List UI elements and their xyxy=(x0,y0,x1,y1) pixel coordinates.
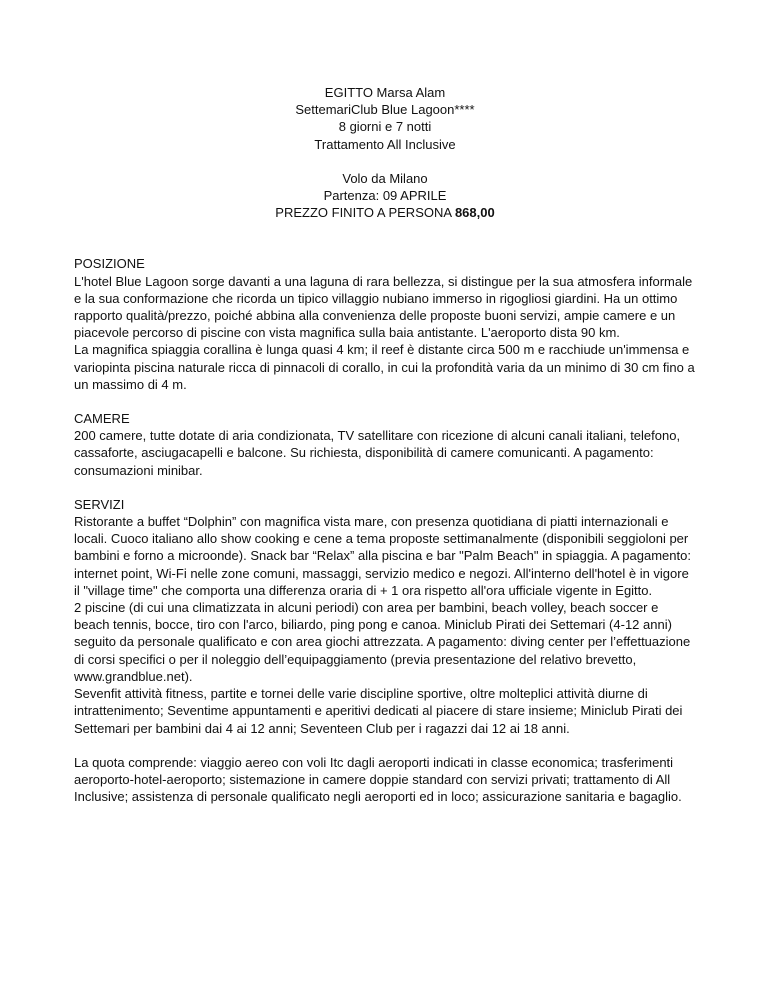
section-servizi xyxy=(74,496,696,737)
servizi-paragraph: Sevenfit attività fitness, partite e tornei delle varie discipline sportive, oltre molteplici attività diurne di intrattenimento; Seventime appuntamenti e aperitivi dedicati al piacere di stare insieme; Miniclub Pirati dei Settemari per bambini dai 4 ai 12 anni; Seventeen Club per i ragazzi dai 12 ai 18 anni. xyxy=(74,686,683,736)
section-title-servizi: SERVIZI xyxy=(74,496,125,512)
price-label: PREZZO FINITO A PERSONA xyxy=(275,205,455,221)
section-quota xyxy=(74,754,696,806)
trip-duration: 8 giorni e 7 notti xyxy=(338,119,432,135)
posizione-paragraph: L'hotel Blue Lagoon sorge davanti a una laguna di rara bellezza, si distingue per la sua atmosfera informale e la sua conformazione che ricorda un tipico villaggio nubiano immerso in rigogliosi giardini. Ha un ottimo rapporto qualità/prezzo, poiché abbina alla convenienza delle proposte buoni servizi, ampie camere e un piacevole percorso di piscine con vista magnifica sulla baia antistante. L'aeroporto dista 90 km. xyxy=(74,273,693,341)
quota-paragraph: La quota comprende: viaggio aereo con voli Itc dagli aeroporti indicati in classe economica; trasferimenti aeroporto-hotel-aeroporto; sistemazione in camere doppie standard con servizi privati; trattamento di All Inclusive; assistenza di personale qualificato negli aeroporti ed in loco; assicurazione sanitaria e bagaglio. xyxy=(74,754,682,805)
section-title-posizione: POSIZIONE xyxy=(74,256,145,272)
document-body xyxy=(74,84,696,805)
flight-origin: Volo da Milano xyxy=(342,170,428,186)
departure-date: Partenza: 09 APRILE xyxy=(323,188,447,204)
servizi-paragraph: 2 piscine (di cui una climatizzata in alcuni periodi) con area per bambini, beach volley, beach soccer e beach tennis, bocce, tiro con l'arco, biliardo, ping pong e canoa. Miniclub Pirati dei Settemari (4-12 anni) seguito da personale qualificato e con area giochi attrezzata. A pagamento: diving center per l’effettuazione di corsi specifici o per il noleggio dell’equipaggiamento (previa presentazione del relativo brevetto, www.grandblue.net). xyxy=(74,600,691,684)
camere-paragraph: 200 camere, tutte dotate di aria condizionata, TV satellitare con ricezione di alcuni canali italiani, telefono, cassaforte, asciugacapelli e balcone. Su richiesta, disponibilità di camere comunicanti. A pagamento: consumazioni minibar. xyxy=(74,428,681,478)
posizione-paragraph: La magnifica spiaggia corallina è lunga quasi 4 km; il reef è distante circa 500 m e racchiude un'immensa e variopinta piscina naturale ricca di pinnacoli di corallo, in cui la profondità varia da un minimo di 30 cm fino a un massimo di 4 m. xyxy=(74,342,695,392)
section-title-camere: CAMERE xyxy=(74,411,130,427)
price-line xyxy=(74,204,696,221)
offer-header xyxy=(74,84,696,221)
price-value: 868,00 xyxy=(454,205,495,221)
servizi-paragraph: Ristorante a buffet “Dolphin” con magnifica vista mare, con presenza quotidiana di piatti internazionali e locali. Cuoco italiano allo show cooking e cene a tema proposte settimanalmente (disponibili seggioloni per bambini e forno a microonde). Snack bar “Relax” alla piscina e bar "Palm Beach" in spiaggia. A pagamento: internet point, Wi-Fi nelle zone comuni, massaggi, servizio medico e negozi. All'interno dell'hotel è in vigore il "village time" che comporta una differenza oraria di + 1 ora rispetto all'ora ufficiale vigente in Egitto. xyxy=(74,514,691,598)
section-posizione xyxy=(74,255,696,393)
destination-title: EGITTO Marsa Alam xyxy=(324,85,446,100)
hotel-name: SettemariClub Blue Lagoon**** xyxy=(295,102,475,118)
board-treatment: Trattamento All Inclusive xyxy=(314,136,456,152)
section-camere xyxy=(74,410,696,479)
